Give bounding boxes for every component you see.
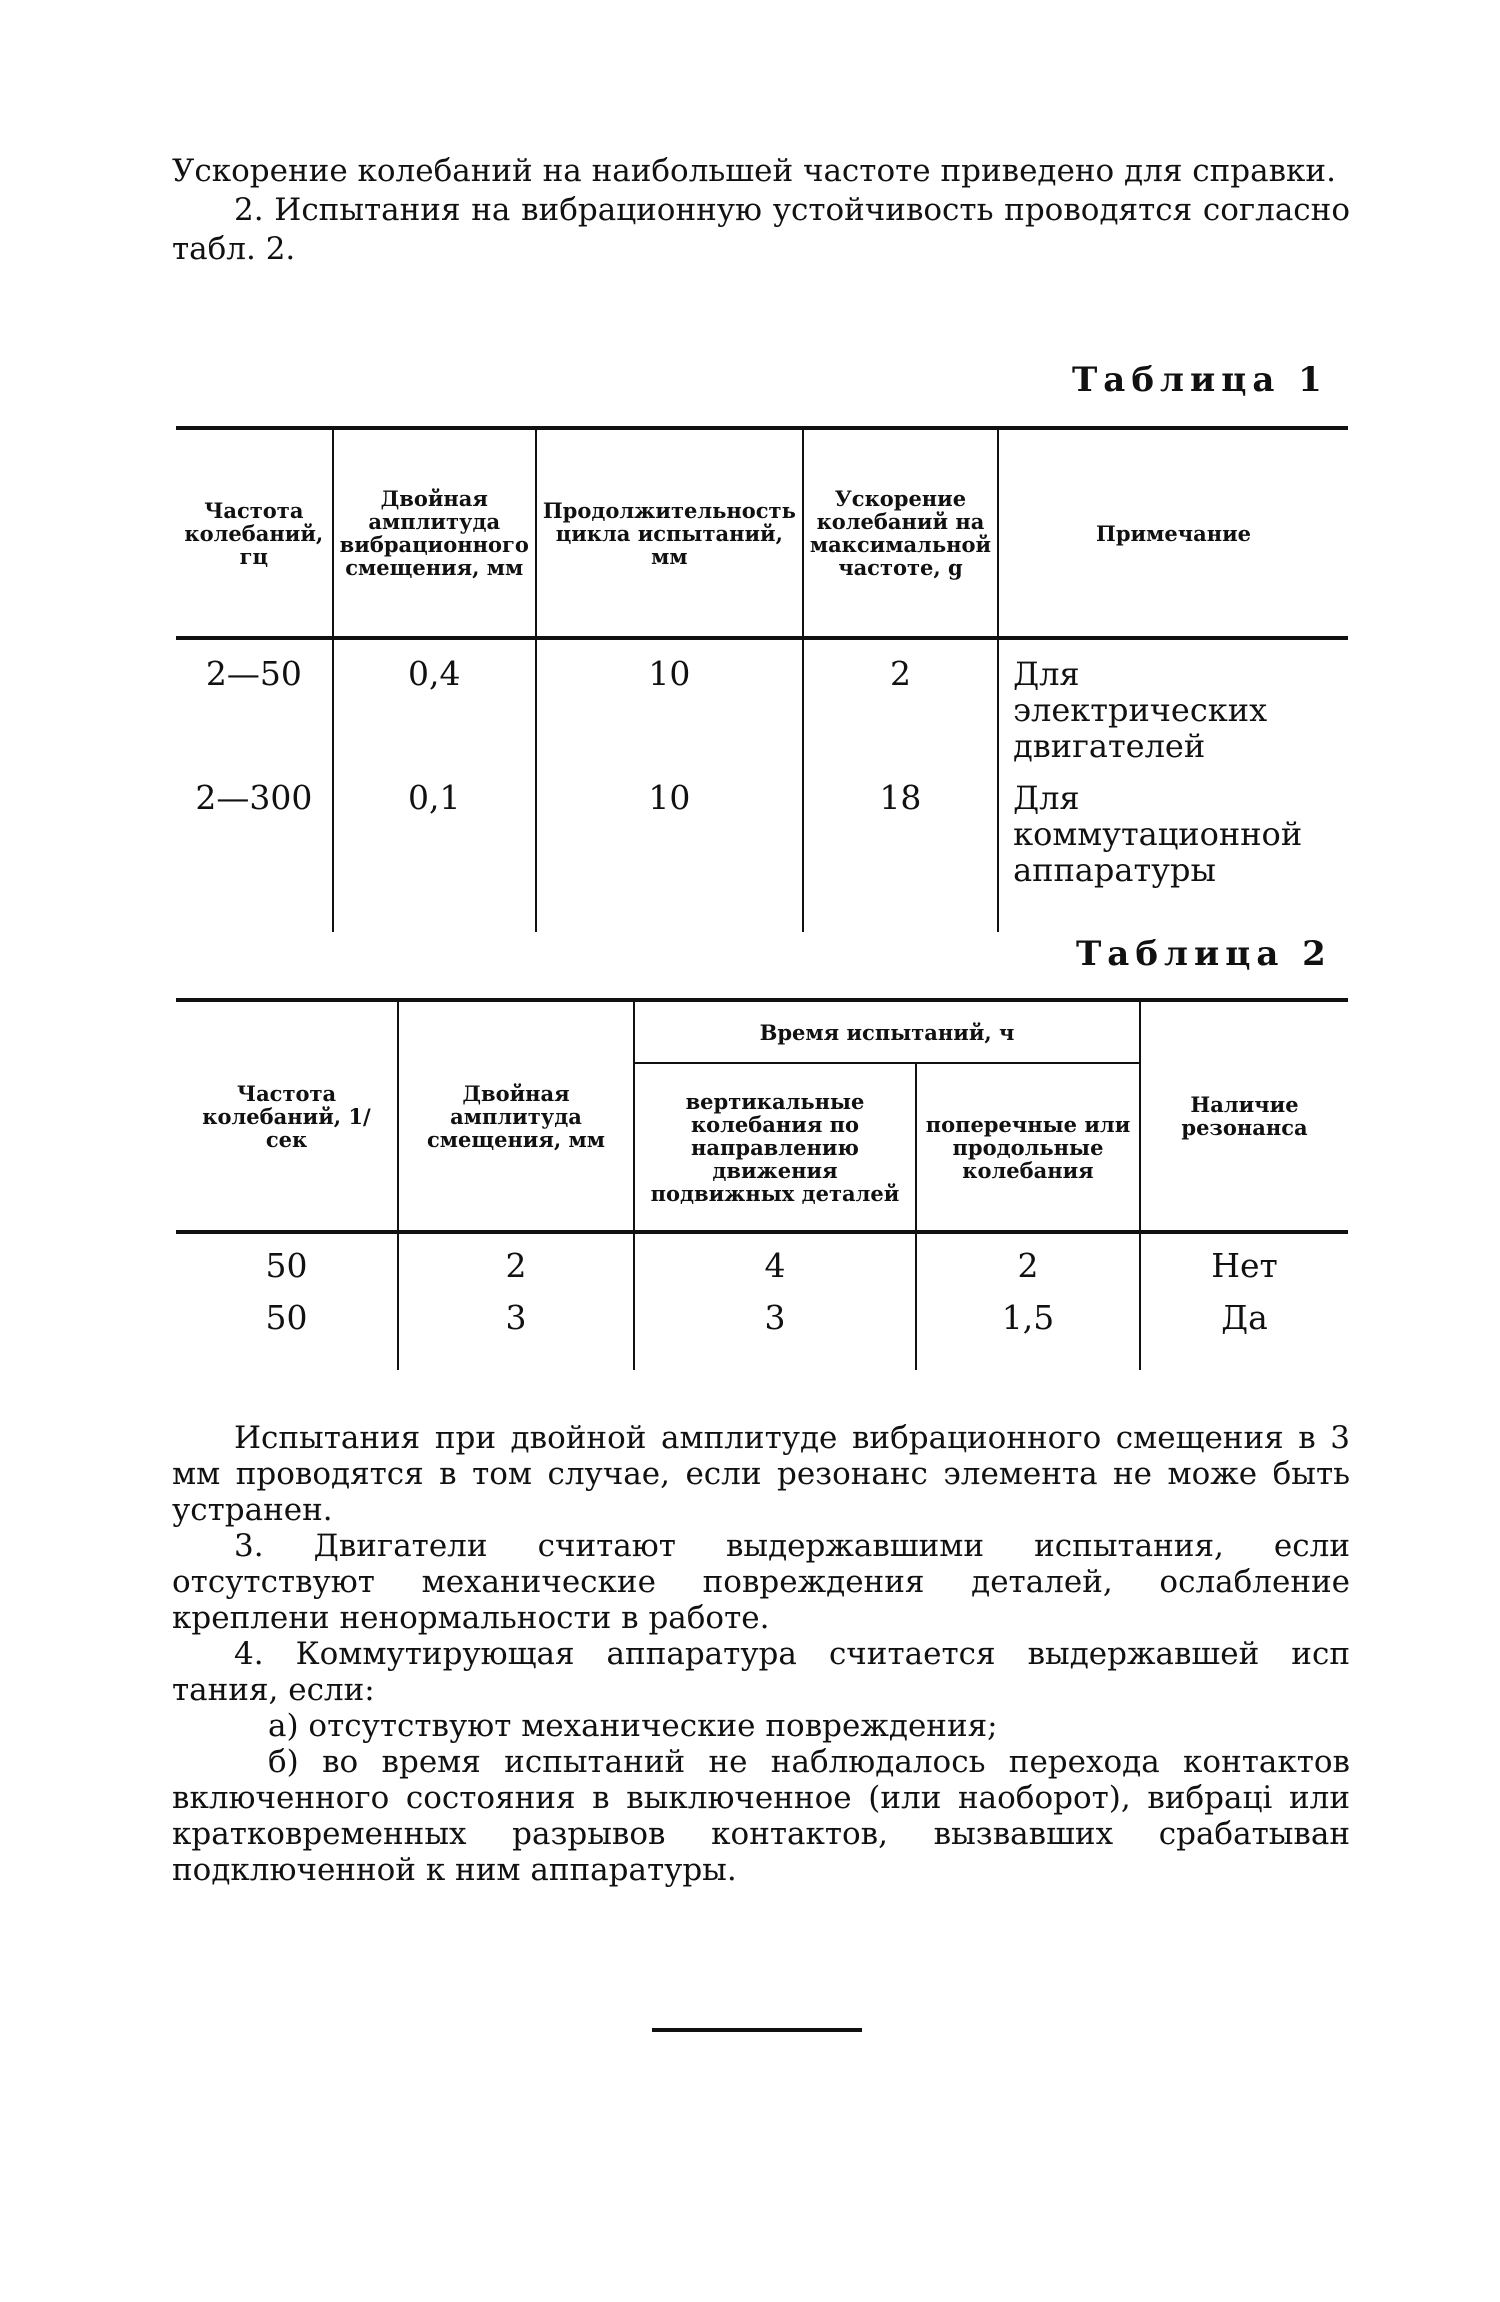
table-cell: 3 xyxy=(398,1286,634,1370)
table-cell: 50 xyxy=(265,1298,308,1337)
table-cell: 10 xyxy=(536,764,803,932)
table-1-header-note: Примечание xyxy=(998,428,1348,638)
table-cell: 4 xyxy=(634,1232,916,1286)
intro-text xyxy=(172,152,1350,269)
table-2-header-row-1 xyxy=(176,1000,1348,1063)
table-row xyxy=(176,638,1348,764)
table-2-header-amplitude: Двойная амплитуда смещения, мм xyxy=(398,1000,634,1232)
table-cell: 0,1 xyxy=(333,764,536,932)
table-cell: 50 xyxy=(265,1246,308,1285)
table-row xyxy=(176,1232,1348,1286)
table-2-header-resonance: Наличие резонанса xyxy=(1140,1000,1348,1232)
body-text xyxy=(172,1420,1350,1888)
table-cell: 3 xyxy=(634,1286,916,1370)
table-2-caption: Таблица 2 xyxy=(1076,934,1332,974)
table-2 xyxy=(176,998,1348,1370)
list-item: б) во время испытаний не наблюдалось перехода контактов включенного состояния в выключенное (или наоборот), вибраці или кратковременных разрывов контактов, вызвавших срабатыван подключенной к ним аппаратуры. xyxy=(172,1744,1350,1888)
intro-line-1: Ускорение колебаний на наибольшей частоте приведено для справки. xyxy=(172,153,1336,189)
paragraph: 4. Коммутирующая аппаратура считается выдержавшей исп тания, если: xyxy=(172,1636,1350,1708)
table-cell: Да xyxy=(1140,1286,1348,1370)
table-1-caption: Таблица 1 xyxy=(1072,360,1328,400)
table-2-header-time-group: Время испытаний, ч xyxy=(634,1000,1140,1063)
table-1-header-freq: Частота колебаний, гц xyxy=(184,497,324,569)
table-1-header-amplitude: Двойная амплитуда вибрационного смещения, мм xyxy=(333,428,536,638)
table-cell: Нет xyxy=(1140,1232,1348,1286)
table-2-header-vertical: вертикальные колебания по направлению движения подвижных деталей xyxy=(634,1063,916,1232)
list-item: а) отсутствуют механические повреждения; xyxy=(268,1708,998,1744)
table-cell: 2 xyxy=(916,1232,1140,1286)
table-row xyxy=(176,1286,1348,1370)
table-1-header-row xyxy=(176,428,1348,638)
end-rule xyxy=(652,2028,862,2032)
table-cell: 2—50 xyxy=(205,654,302,693)
intro-line-2: 2. Испытания на вибрационную устойчивость проводятся согласно табл. 2. xyxy=(172,192,1350,267)
paragraph: Испытания при двойной амплитуде вибрационного смещения в 3 мм проводятся в том случае, если резонанс элемента не може быть устранен. xyxy=(172,1420,1350,1528)
table-cell: 18 xyxy=(803,764,998,932)
table-1 xyxy=(176,426,1348,932)
table-row xyxy=(176,764,1348,932)
table-cell: 2—300 xyxy=(195,778,313,817)
table-cell-note: Для электрических двигателей xyxy=(998,638,1348,764)
table-cell: 1,5 xyxy=(916,1286,1140,1370)
table-1-header-duration: Продолжительность цикла испытаний, мм xyxy=(536,428,803,638)
table-2-header-transverse: поперечные или продольные колебания xyxy=(916,1063,1140,1232)
table-cell: 10 xyxy=(536,638,803,764)
table-cell: 2 xyxy=(398,1232,634,1286)
table-cell-note: Для коммутационной аппаратуры xyxy=(998,764,1348,932)
table-2-header-freq: Частота колебаний, 1/сек xyxy=(202,1080,371,1152)
table-1-header-acceleration: Ускорение колебаний на максимальной частоте, g xyxy=(803,428,998,638)
paragraph: 3. Двигатели считают выдержавшими испытания, если отсутствуют механические повреждения деталей, ослабление креплени ненормальности в работе. xyxy=(172,1528,1350,1636)
table-cell: 0,4 xyxy=(333,638,536,764)
table-cell: 2 xyxy=(803,638,998,764)
